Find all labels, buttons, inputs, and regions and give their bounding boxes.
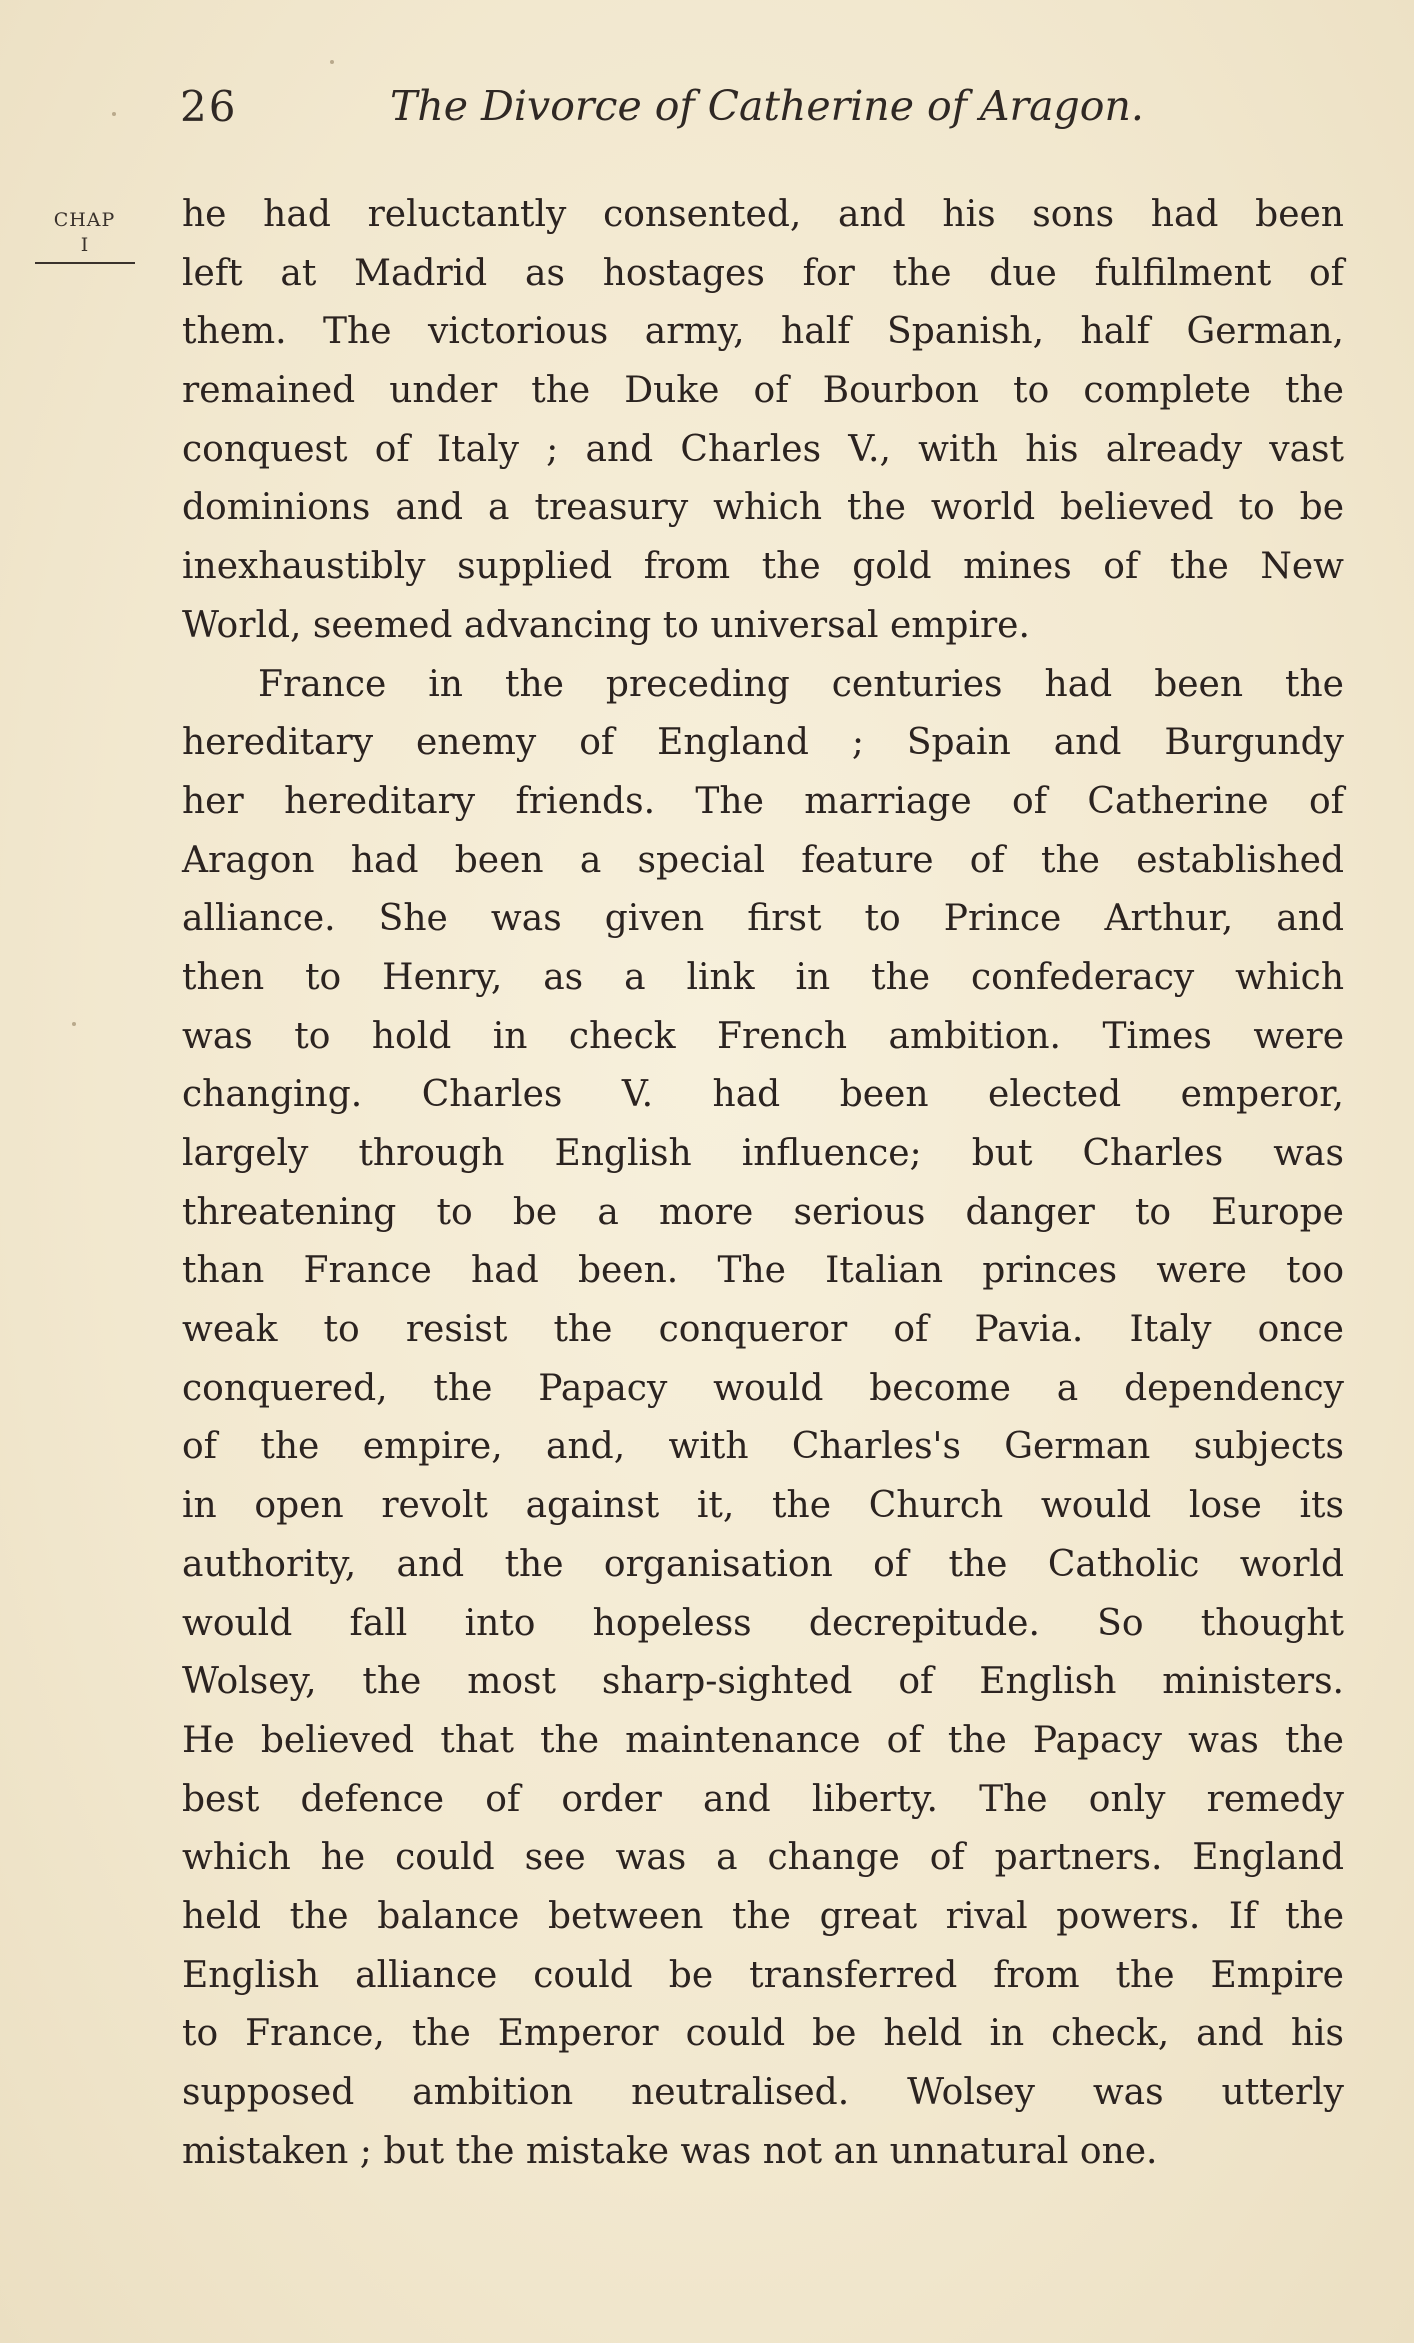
text-line: remained under the Duke of Bourbon to complete the [182,370,1344,412]
text-line: would fall into hopeless decrepitude. So thought [182,1602,1344,1644]
text-line: supposed ambition neutralised. Wolsey was utterly [182,2072,1344,2113]
paper-speck [72,1022,76,1026]
page-number: 26 [180,82,238,131]
text-line: Wolsey, the most sharp-sighted of English ministers. [182,1661,1344,1703]
text-line: to France, the Emperor could be held in check, and his [182,2013,1344,2055]
text-line: alliance. She was given first to Prince Arthur, and [182,898,1344,940]
text-line: He believed that the maintenance of the Papacy was the [182,1719,1344,1761]
text-line: inexhaustibly supplied from the gold mines of the New [182,546,1344,588]
running-title: The Divorce of Catherine of Aragon. [390,82,1144,130]
text-line: of the empire, and, with Charles's German subjects [182,1426,1344,1468]
text-line: authority, and the organisation of the Catholic world [182,1543,1344,1585]
chapter-label: CHAP [53,209,116,231]
text-line: best defence of order and liberty. The only remedy [182,1778,1344,1820]
text-line: held the balance between the great rival powers. If the [182,1895,1344,1937]
text-line: than France had been. The Italian princes were too [182,1250,1344,1292]
page-header [180,82,1180,152]
body-text [182,186,1344,2181]
text-line: them. The victorious army, half Spanish, half German, [182,311,1344,353]
text-line: dominions and a treasury which the world believed to be [182,487,1344,529]
paragraph [182,656,1344,2182]
text-line: largely through English influence; but Charles was [182,1133,1344,1174]
chapter-marginal-note [32,208,137,264]
text-line: weak to resist the conqueror of Pavia. Italy once [182,1309,1344,1351]
text-line: hereditary enemy of England ; Spain and Burgundy [182,722,1344,764]
text-line: in open revolt against it, the Church would lose its [182,1485,1344,1527]
text-line: changing. Charles V. had been elected emperor, [182,1074,1344,1116]
text-line: mistaken ; but the mistake was not an unnatural one. [182,2130,1158,2172]
chapter-rule [35,262,135,264]
text-line: left at Madrid as hostages for the due fulfilment of [182,252,1344,294]
text-line: he had reluctantly consented, and his sons had been [182,194,1344,235]
chapter-number: I [80,234,89,256]
paper-speck [330,60,334,64]
text-line: World, seemed advancing to universal empire. [182,604,1030,646]
text-line: conquered, the Papacy would become a dependency [182,1367,1344,1409]
text-line: France in the preceding centuries had been the [258,663,1344,705]
text-line: which he could see was a change of partners. England [182,1837,1344,1879]
text-line: English alliance could be transferred from the Empire [182,1954,1344,1996]
paragraph [182,186,1344,656]
text-line: threatening to be a more serious danger to Europe [182,1191,1344,1233]
text-line: her hereditary friends. The marriage of Catherine of [182,780,1344,822]
text-line: then to Henry, as a link in the confederacy which [182,956,1344,998]
text-line: Aragon had been a special feature of the established [182,839,1344,881]
text-line: conquest of Italy ; and Charles V., with his already vast [182,428,1344,470]
text-line: was to hold in check French ambition. Times were [182,1015,1344,1057]
paper-speck [112,112,116,116]
